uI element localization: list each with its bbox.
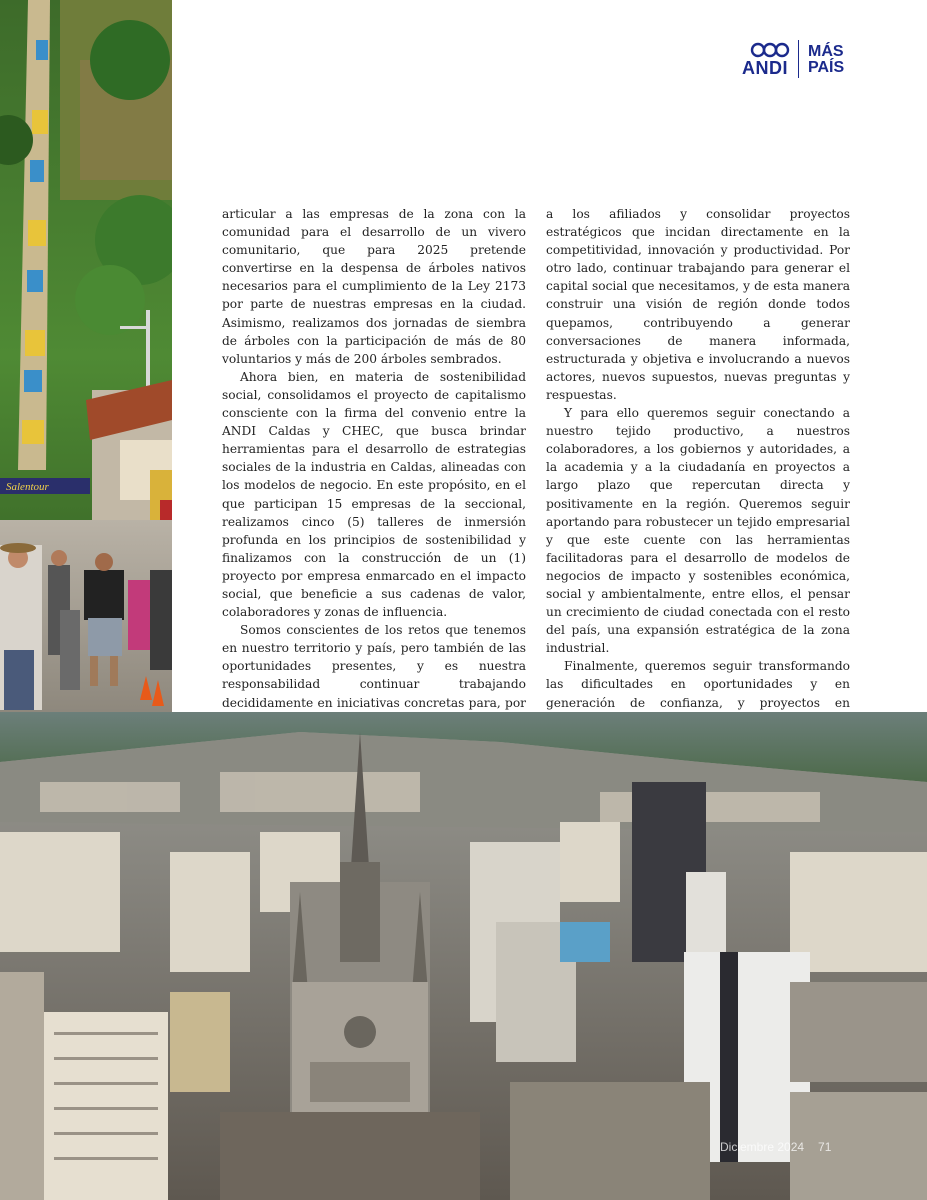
article-paragraph: Somos conscientes de los retos que tenemos en nuestro territorio y país, pero también de las oportunidades presentes, y es nuestra responsabilidad continuar trabajando decididamente en iniciativas concretas para, por	[222, 623, 526, 710]
andi-logo-mark-icon	[750, 42, 790, 58]
article-paragraph: articular a las empresas de la zona con la comunidad para el desarrollo de un vivero comunitario, que para 2025 pretende convertirse en la despensa de árboles nativos necesarios para el cumplimiento de la Ley 2173 por parte de nuestras empresas en la ciudad. Asimismo, realizamos dos jornadas de siembra de árboles con la participación de más de 80 voluntarios y más de 200 árboles sembrados.	[222, 207, 526, 366]
page-number: 71	[818, 1140, 832, 1154]
article-paragraph: Y para ello queremos seguir conectando a nuestro tejido productivo, a nuestros colaboradores, a los gobiernos y autoridades, a la academia y a la ciudadanía en proyectos a largo plazo que repercutan directa y positivamente en la región. Queremos seguir aportando para robustecer un tejido empresarial y que este cuente con las herramientas facilitadoras para el desarrollo de modelos de negocios de impacto y sostenibles económica, social y ambientalmente, entre ellos, el pensar un crecimiento de ciudad conectada con el resto del país, una expansión estratégica de la zona industrial.	[546, 406, 850, 656]
side-photo-stairway	[0, 0, 172, 712]
shop-sign-text: Salentour	[6, 481, 49, 493]
logo-pais-text: PAÍS	[808, 59, 845, 76]
article-final-text: Finalmente, queremos seguir transformando las dificultades en oportunidades y en generación de confianza, y proyectos en	[546, 659, 850, 710]
city-aerial-photo	[0, 712, 927, 1200]
article-column-right	[546, 205, 850, 766]
side-photo-illustration	[0, 0, 172, 712]
page-footer	[720, 1140, 831, 1154]
andi-mas-pais-logo	[742, 40, 857, 82]
article-paragraph: Ahora bien, en materia de sostenibilidad social, consolidamos el proyecto de capitalismo consciente con la firma del convenio entre la ANDI Caldas y CHEC, que busca brindar herramientas para el desarrollo de estrategias sociales de la industria en Caldas, alineadas con los modelos de negocio. En este propósito, en el que participan 15 empresas de la seccional, realizamos cinco (5) talleres de inmersión profunda en los principios de sostenibilidad y finalizamos con la construcción de un (1) proyecto por empresa enmarcado en el impacto social, que beneficie a sus cadenas de valor, colaboradores y zonas de influencia.	[222, 369, 526, 620]
article-column-left	[222, 205, 526, 730]
city-aerial-illustration	[0, 712, 927, 1200]
footer-date: Diciembre 2024	[720, 1140, 805, 1154]
logo-divider	[798, 40, 799, 78]
logo-andi-text: ANDI	[742, 58, 788, 78]
logo-mas-text: MÁS	[808, 43, 844, 60]
article-paragraph: a los afiliados y consolidar proyectos estratégicos que incidan directamente en la competitividad, innovación y productividad. Por otro lado, continuar trabajando para generar el capital social que necesitamos, y de esta manera construir una visión de región donde todos quepamos, contribuyendo a generar conversaciones de manera informada, estructurada y objetiva e involucrando a nuevos actores, nuevos supuestos, nuevas preguntas y respuestas.	[546, 207, 850, 402]
